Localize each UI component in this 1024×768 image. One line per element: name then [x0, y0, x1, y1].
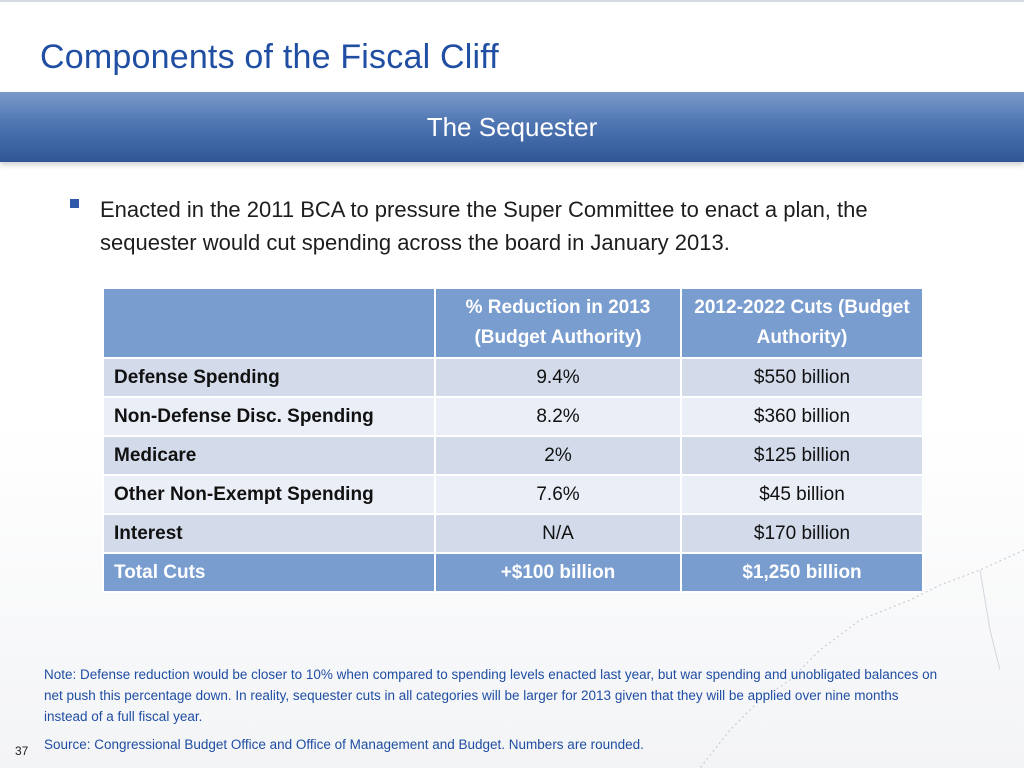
- footnote-source: Source: Congressional Budget Office and Office of Management and Budget. Numbers are rounded.: [44, 737, 644, 752]
- row-cuts: $360 billion: [681, 397, 923, 436]
- sequester-cuts-table: [102, 287, 924, 593]
- row-reduction: 7.6%: [435, 475, 681, 514]
- row-label: Medicare: [103, 436, 435, 475]
- banner-title: The Sequester: [426, 112, 598, 142]
- row-cuts: $45 billion: [681, 475, 923, 514]
- row-cuts: $125 billion: [681, 436, 923, 475]
- total-reduction: +$100 billion: [435, 553, 681, 592]
- header-cell-blank: [103, 288, 435, 358]
- row-reduction: 2%: [435, 436, 681, 475]
- row-cuts: $170 billion: [681, 514, 923, 553]
- header-cell-reduction: % Reduction in 2013 (Budget Authority): [435, 288, 681, 358]
- row-reduction: 9.4%: [435, 358, 681, 397]
- table-row: [103, 475, 923, 514]
- row-label: Defense Spending: [103, 358, 435, 397]
- table-total-row: [103, 553, 923, 592]
- row-label: Non-Defense Disc. Spending: [103, 397, 435, 436]
- slide-title: Components of the Fiscal Cliff: [40, 38, 499, 76]
- page-number: 37: [15, 744, 29, 758]
- square-bullet-icon: [70, 199, 79, 208]
- row-cuts: $550 billion: [681, 358, 923, 397]
- top-rule: [0, 0, 1024, 2]
- table-row: [103, 514, 923, 553]
- bullet-text: Enacted in the 2011 BCA to pressure the Super Committee to enact a plan, the sequester would cut spending across the board in January 2013.: [100, 197, 868, 255]
- table-row: [103, 358, 923, 397]
- total-label: Total Cuts: [103, 553, 435, 592]
- row-reduction: 8.2%: [435, 397, 681, 436]
- footnote-note: Note: Defense reduction would be closer to 10% when compared to spending levels enacted last year, but war spending and unobligated balances on net push this percentage down. In reality, sequester cuts in all categories will be larger for 2013 given that they will be applied over nine months instead of a full fiscal year.: [44, 667, 938, 724]
- row-label: Interest: [103, 514, 435, 553]
- row-reduction: N/A: [435, 514, 681, 553]
- total-cuts: $1,250 billion: [681, 553, 923, 592]
- row-label: Other Non-Exempt Spending: [103, 475, 435, 514]
- table-row: [103, 397, 923, 436]
- table-header-row: [103, 288, 923, 358]
- table-row: [103, 436, 923, 475]
- header-cell-cuts: 2012-2022 Cuts (Budget Authority): [681, 288, 923, 358]
